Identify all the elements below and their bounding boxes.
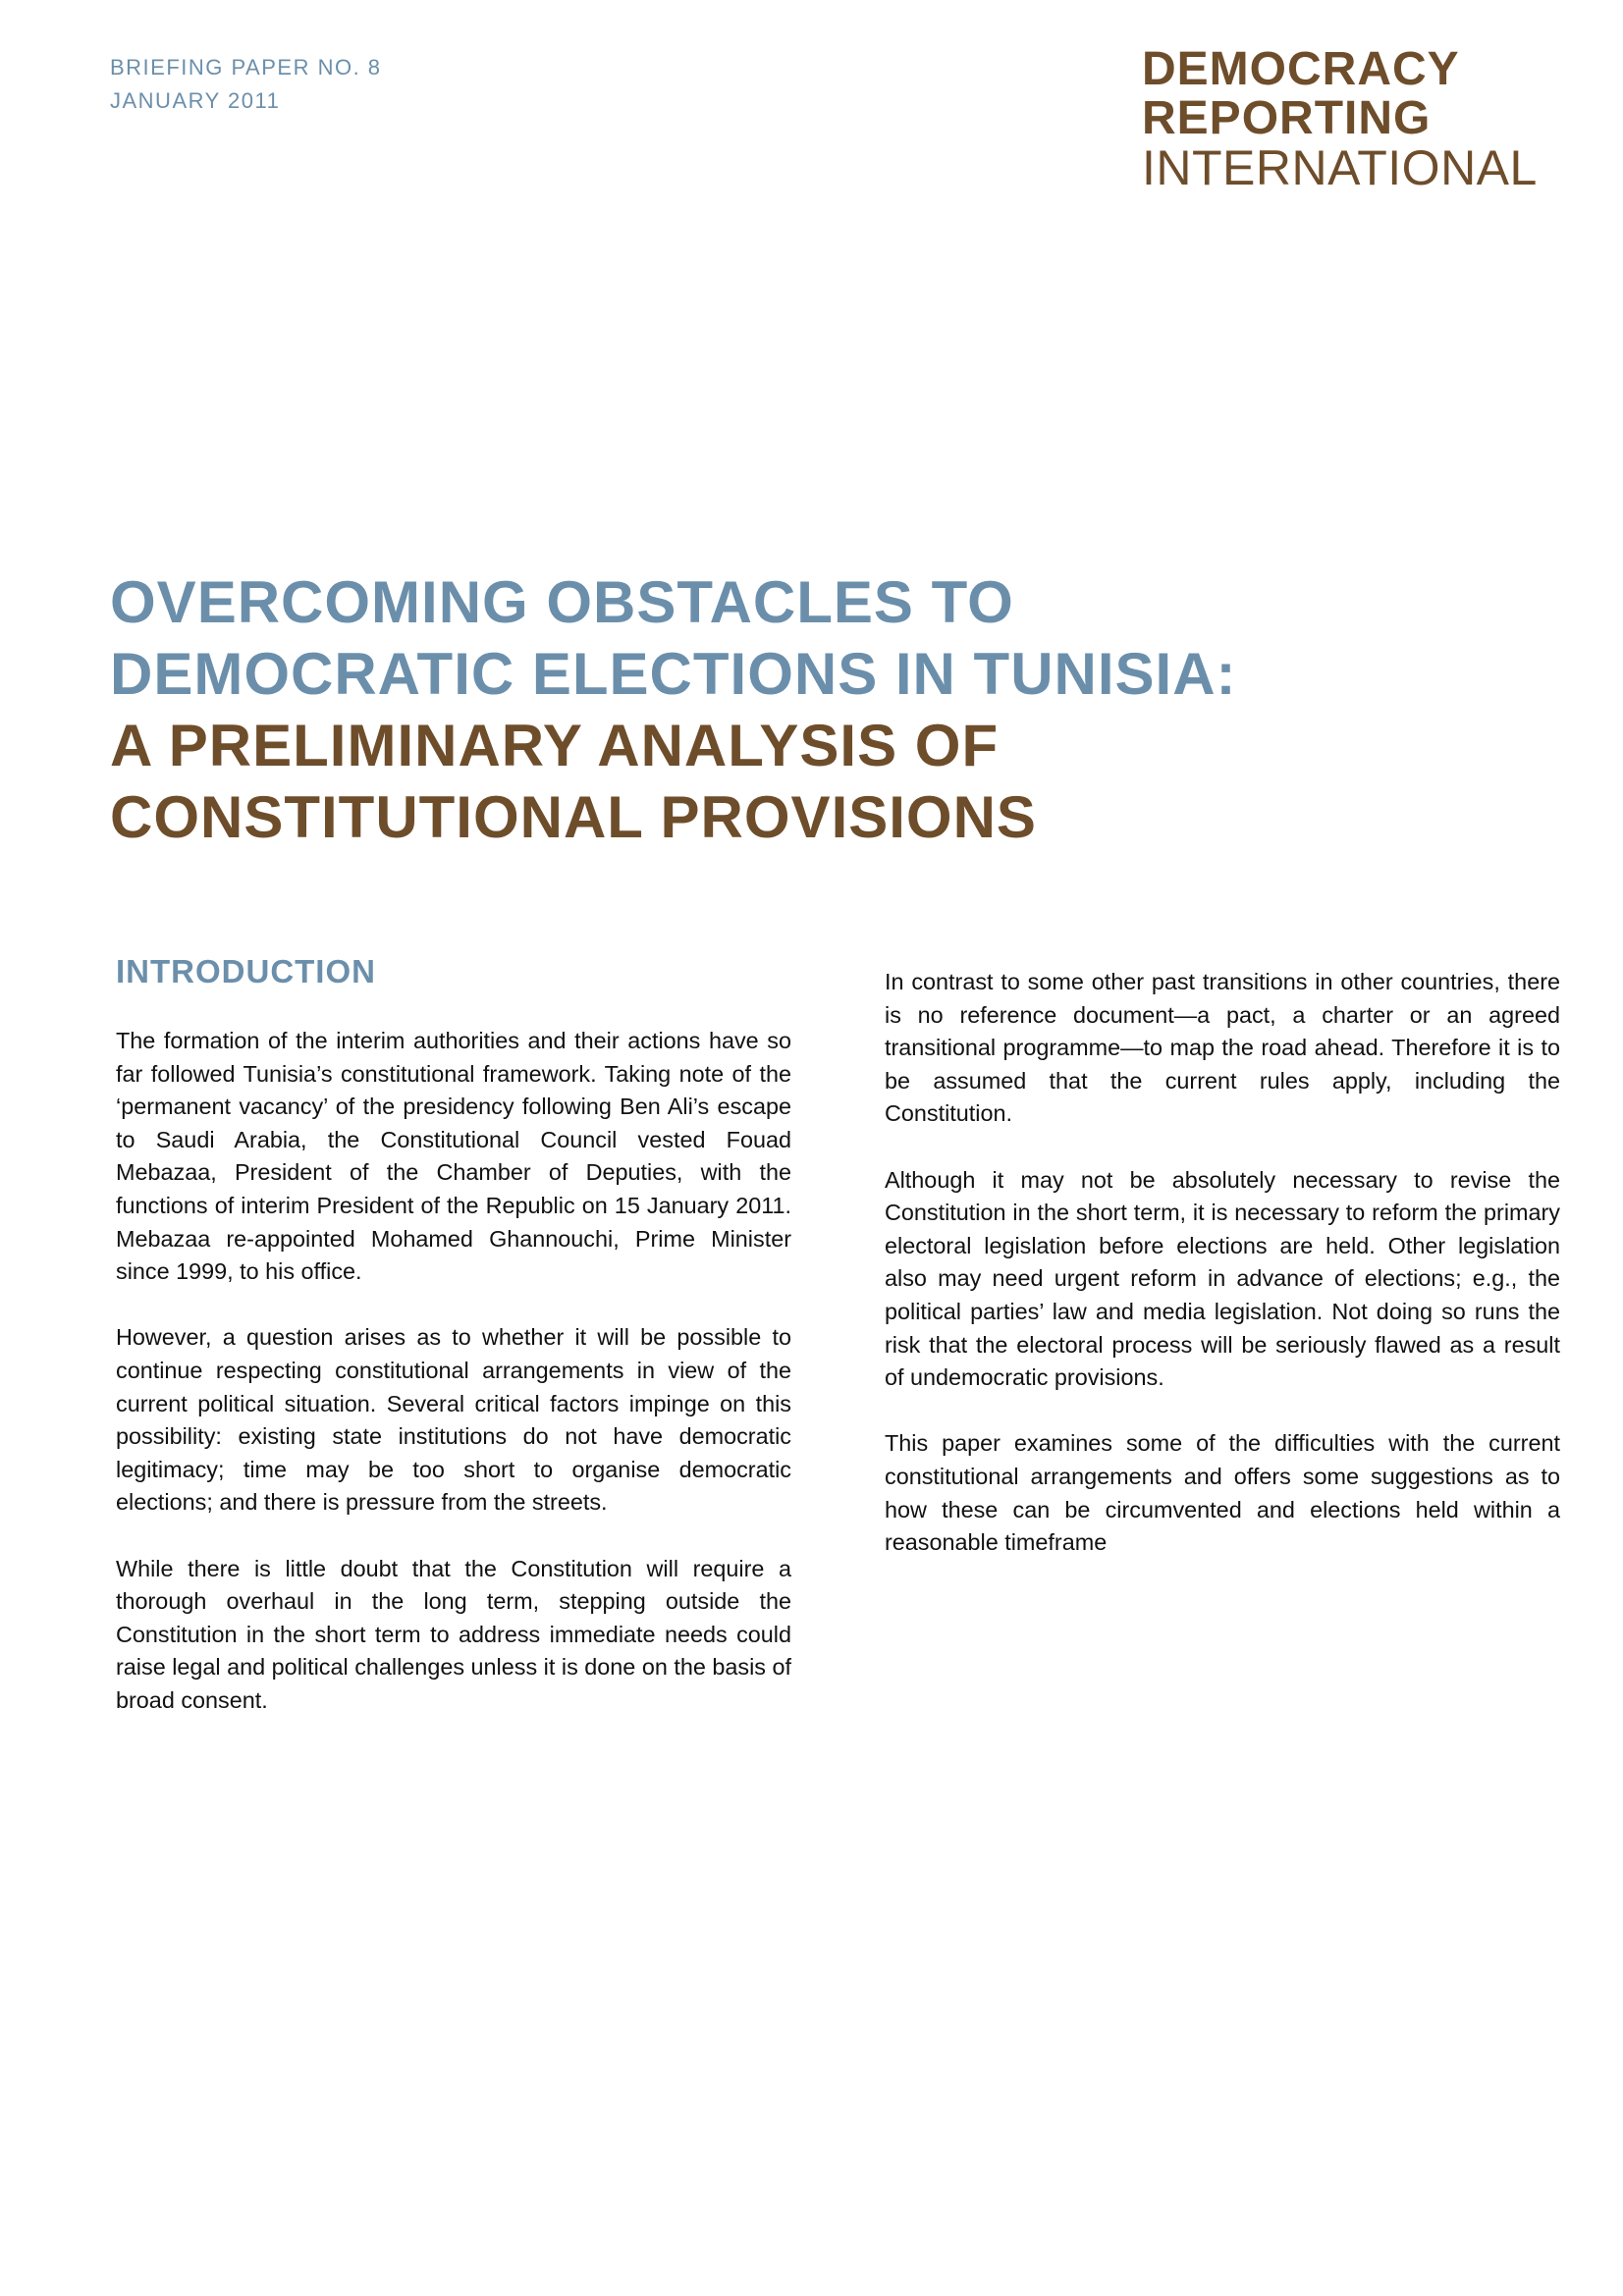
dri-logo — [1142, 43, 1538, 195]
publication-date: JANUARY 2011 — [110, 88, 281, 113]
title-line-4: CONSTITUTIONAL PROVISIONS — [110, 784, 1037, 850]
paragraph: The formation of the interim authorities and their actions have so far followed Tunisia’s constitutional framework. Taking note of the ‘permanent vacancy’ of the presidency following Ben Ali’s escape to Saudi Arabia, the Constitutional Council vested Fouad Mebazaa, President of the Chamber of Deputies, with the functions of interim President of the Republic on 15 January 2011. Mebazaa re-appointed Mohamed Ghannouchi, Prime Minister since 1999, to his office. — [116, 1028, 791, 1285]
paragraph: Although it may not be absolutely necessary to revise the Constitution in the short term, it is necessary to reform the primary electoral legislation before elections are held. Other legislation also may need urgent reform in advance of elections; e.g., the political parties’ law and media legislation. Not doing so runs the risk that the electoral process will be seriously flawed as a result of undemocratic provisions. — [885, 1166, 1560, 1391]
left-text-column — [116, 952, 791, 1750]
logo-line-reporting: REPORTING — [1142, 92, 1432, 144]
title-line-1: OVERCOMING OBSTACLES TO — [110, 569, 1014, 635]
right-text-column — [885, 966, 1560, 1592]
briefing-paper-meta — [110, 51, 382, 118]
paragraph: However, a question arises as to whether it will be possible to continue respecting constitutional arrangements in view of the current political situation. Several critical factors impinge on this possibility: existing state institutions do not have democratic legitimacy; time may be too short to organise democratic elections; and there is pressure from the streets. — [116, 1324, 791, 1516]
logo-line-democracy: DEMOCRACY — [1142, 43, 1460, 95]
document-title — [110, 566, 1504, 853]
briefing-paper-number: BRIEFING PAPER NO. 8 — [110, 55, 382, 80]
paragraph: This paper examines some of the difficulties with the current constitutional arrangements and offers some suggestions as to how these can be circumvented and elections held within a reasonable timeframe — [885, 1430, 1560, 1556]
section-heading-introduction: INTRODUCTION — [116, 953, 376, 989]
paragraph: While there is little doubt that the Constitution will require a thorough overhaul in the long term, stepping outside the Constitution in the short term to address immediate needs could raise legal and political challenges unless it is done on the basis of broad consent. — [116, 1555, 791, 1713]
title-line-2: DEMOCRATIC ELECTIONS IN TUNISIA: — [110, 641, 1237, 707]
paragraph: In contrast to some other past transitions in other countries, there is no reference document—a pact, a charter or an agreed transitional programme—to map the road ahead. Therefore it is to be assumed that the current rules apply, including the Constitution. — [885, 969, 1560, 1127]
logo-line-international: INTERNATIONAL — [1142, 140, 1538, 195]
title-line-3: A PRELIMINARY ANALYSIS OF — [110, 713, 1000, 778]
